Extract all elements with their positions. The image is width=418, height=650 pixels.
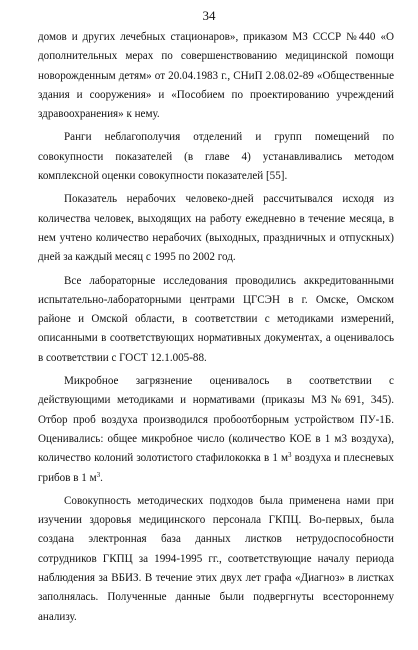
superscript-cubic-2: 3 xyxy=(96,470,101,479)
paragraph-ranking-method: Ранги неблагополучия отделений и групп помещений по совокупности показателей (в главе 4) устанавливались методом комплексной оценки совокупности показателей [55]. xyxy=(38,131,394,183)
microbial-text-middle: воздуха и плесневых грибов в 1 м xyxy=(38,452,394,484)
microbial-text-start: Микробное загрязнение оценивалось в соответствии с действующими методиками и нормативами (приказы МЗ№691, 345). Отбор проб воздуха производился пробоотборным устройством ПУ-1Б. Оценивались: общее микробное число (количество КОЕ в 1 м3 воздуха), количество колоний золотистого стафилококка в 1 м xyxy=(38,375,394,465)
page-number: 34 xyxy=(202,8,216,23)
microbial-text-end: . xyxy=(100,471,103,484)
paragraph-staff-health: Совокупность методических подходов была применена нами при изучении здоровья медицинского персонала ГКПЦ. Во-первых, была создана электронная база данных листков нетрудоспособности сотрудников ГКПЦ за 1994-1995 гг., соответствующие началу периода наблюдения за ВБИЗ. В течение этих двух лет графа «Диагноз» в листках заполнялась. Полученные данные были подвергнуты всестороннему анализу. xyxy=(38,494,394,623)
paragraph-continued: домов и других лечебных стационаров», приказом МЗ СССР №440 «О дополнительных мерах по совершенствованию медицинской помощи новорожденным детям» от 20.04.1983 г., СНиП 2.08.02-89 «Общественные здания и сооружения» и «Пособием по проектированию учреждений здравоохранения» к нему. xyxy=(38,31,394,121)
paragraph-microbial-contamination xyxy=(38,372,394,488)
document-body xyxy=(38,28,394,627)
superscript-cubic-1: 3 xyxy=(288,451,292,460)
paragraph-lost-workdays: Показатель нерабочих человеко-дней рассчитывался исходя из количества человек, выходящих на работу ежедневно в течение месяца, в нем учтено количество нерабочих (выходных, праздничных и отпускных) дней за каждый месяц с 1995 по 2002 год. xyxy=(38,193,394,264)
paragraph-laboratory-studies: Все лабораторные исследования проводились аккредитованными испытательно-лабораторными центрами ЦГСЭН в г. Омске, Омском районе и Омской области, в соответствии с методиками измерений, описанными в соответствующих нормативных документах, а оценивалось в соответствии с ГОСТ 12.1.005-88. xyxy=(38,274,394,364)
